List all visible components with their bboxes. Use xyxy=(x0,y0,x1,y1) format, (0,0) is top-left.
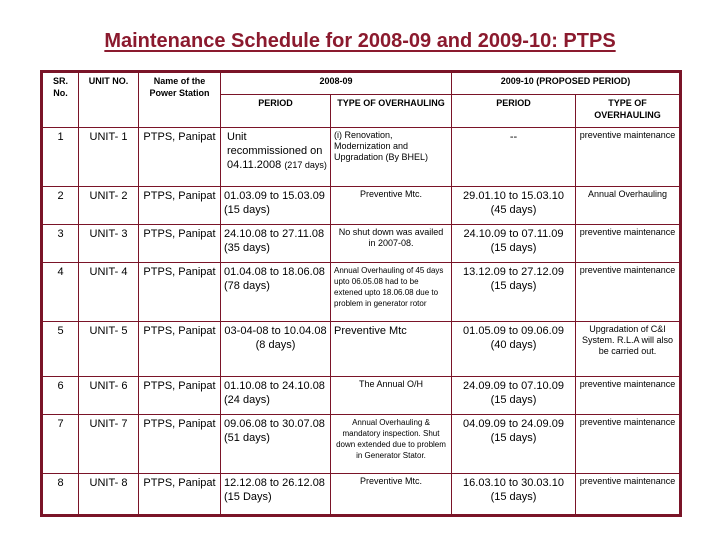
table-row xyxy=(42,262,681,321)
cell-period-2009: 13.12.09 to 27.12.09 (15 days) xyxy=(452,262,576,321)
cell-type-2009: preventive maintenance xyxy=(576,474,681,516)
cell-type-2008: Preventive Mtc xyxy=(331,321,452,376)
table-row xyxy=(42,376,681,415)
cell-unit: UNIT- 3 xyxy=(79,225,139,263)
cell-station: PTPS, Panipat xyxy=(139,321,221,376)
cell-sr: 5 xyxy=(42,321,79,376)
header-row xyxy=(42,72,681,95)
cell-type-2008: Annual Overhauling of 45 days upto 06.05.08 had to be extened upto 18.06.08 due to problem in generator rotor xyxy=(331,262,452,321)
cell-period-2008: 24.10.08 to 27.11.08 (35 days) xyxy=(221,225,331,263)
cell-sr: 6 xyxy=(42,376,79,415)
cell-unit: UNIT- 7 xyxy=(79,415,139,474)
header-year-2009-10: 2009-10 (PROPOSED PERIOD) xyxy=(452,72,681,95)
cell-period-2008: 01.03.09 to 15.03.09 (15 days) xyxy=(221,186,331,225)
header-sr: SR. No. xyxy=(42,72,79,128)
table-row xyxy=(42,186,681,225)
cell-type-2008: Annual Overhauling & mandatory inspection. Shut down extended due to problem in Generator Stator. xyxy=(331,415,452,474)
header-period-2: PERIOD xyxy=(452,95,576,128)
cell-type-2008: (i) Renovation, Modernization and Upgradation (By BHEL) xyxy=(331,127,452,186)
cell-period-2009: 16.03.10 to 30.03.10 (15 days) xyxy=(452,474,576,516)
cell-unit: UNIT- 4 xyxy=(79,262,139,321)
page-title: Maintenance Schedule for 2008-09 and 2009-10: PTPS xyxy=(104,30,616,52)
table-row xyxy=(42,474,681,516)
cell-type-2008: Preventive Mtc. xyxy=(331,186,452,225)
cell-period-2009: 24.09.09 to 07.10.09 (15 days) xyxy=(452,376,576,415)
cell-unit: UNIT- 6 xyxy=(79,376,139,415)
cell-type-2008: No shut down was availed in 2007-08. xyxy=(331,225,452,263)
cell-station: PTPS, Panipat xyxy=(139,262,221,321)
cell-type-2009: preventive maintenance xyxy=(576,415,681,474)
table-row xyxy=(42,415,681,474)
cell-period-2008: 09.06.08 to 30.07.08 (51 days) xyxy=(221,415,331,474)
cell-type-2009: preventive maintenance xyxy=(576,127,681,186)
header-type-2: TYPE OF OVERHAULING xyxy=(576,95,681,128)
cell-station: PTPS, Panipat xyxy=(139,474,221,516)
cell-period-2008: 03-04-08 to 10.04.08 (8 days) xyxy=(221,321,331,376)
header-unit: UNIT NO. xyxy=(79,72,139,128)
cell-period-2008: 12.12.08 to 26.12.08 (15 Days) xyxy=(221,474,331,516)
cell-period-2008: 01.04.08 to 18.06.08 (78 days) xyxy=(221,262,331,321)
cell-station: PTPS, Panipat xyxy=(139,225,221,263)
cell-sr: 3 xyxy=(42,225,79,263)
cell-station: PTPS, Panipat xyxy=(139,127,221,186)
cell-period-2008 xyxy=(221,127,331,186)
cell-period-2009: 01.05.09 to 09.06.09 (40 days) xyxy=(452,321,576,376)
period-text: Unit recommissioned on 04.11.2008 xyxy=(227,130,323,171)
cell-sr: 8 xyxy=(42,474,79,516)
cell-type-2009: preventive maintenance xyxy=(576,262,681,321)
cell-unit: UNIT- 5 xyxy=(79,321,139,376)
cell-station: PTPS, Panipat xyxy=(139,186,221,225)
cell-sr: 2 xyxy=(42,186,79,225)
header-period-1: PERIOD xyxy=(221,95,331,128)
cell-type-2009: preventive maintenance xyxy=(576,376,681,415)
cell-unit: UNIT- 1 xyxy=(79,127,139,186)
cell-period-2009: 29.01.10 to 15.03.10 (45 days) xyxy=(452,186,576,225)
table-row xyxy=(42,225,681,263)
header-type-1: TYPE OF OVERHAULING xyxy=(331,95,452,128)
header-year-2008-09: 2008-09 xyxy=(221,72,452,95)
cell-type-2009: Annual Overhauling xyxy=(576,186,681,225)
cell-type-2009: Upgradation of C&I System. R.L.A will also be carried out. xyxy=(576,321,681,376)
cell-period-2009: -- xyxy=(452,127,576,186)
cell-type-2009: preventive maintenance xyxy=(576,225,681,263)
cell-unit: UNIT- 8 xyxy=(79,474,139,516)
maintenance-schedule-table xyxy=(40,70,682,517)
table-row xyxy=(42,321,681,376)
header-station: Name of the Power Station xyxy=(139,72,221,128)
cell-station: PTPS, Panipat xyxy=(139,376,221,415)
cell-type-2008: The Annual O/H xyxy=(331,376,452,415)
period-extra: (217 days) xyxy=(284,159,327,170)
cell-period-2009: 24.10.09 to 07.11.09 (15 days) xyxy=(452,225,576,263)
cell-unit: UNIT- 2 xyxy=(79,186,139,225)
cell-period-2009: 04.09.09 to 24.09.09 (15 days) xyxy=(452,415,576,474)
cell-type-2008: Preventive Mtc. xyxy=(331,474,452,516)
cell-sr: 4 xyxy=(42,262,79,321)
cell-period-2008: 01.10.08 to 24.10.08 (24 days) xyxy=(221,376,331,415)
cell-station: PTPS, Panipat xyxy=(139,415,221,474)
cell-sr: 7 xyxy=(42,415,79,474)
cell-sr: 1 xyxy=(42,127,79,186)
table-row xyxy=(42,127,681,186)
